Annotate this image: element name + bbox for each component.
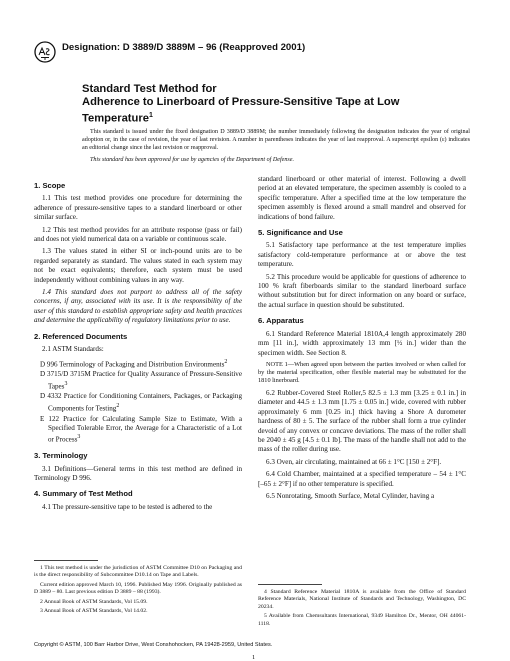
section-1-heading: 1. Scope [34, 181, 66, 190]
title-block [82, 83, 462, 126]
footnote-3: 3 Annual Book of ASTM Standards, Vol 14.02. [40, 608, 148, 615]
para-2-1: 2.1 ASTM Standards: [42, 345, 104, 354]
footnote-rule-right [258, 584, 322, 585]
para-5-1: 5.1 Satisfactory tape performance at the test temperature implies satisfactory cold-temperature performance at or above the test temperature. [258, 241, 466, 269]
section-6-heading: 6. Apparatus [258, 316, 304, 326]
para-1-2: 1.2 This test method provides for an attribute response (pass or fail) and does not yield numerical data on a variable or continuous scale. [34, 225, 242, 244]
footnote-4: 4 Standard Reference Material 1810A is available from the Office of Standard Reference Materials, National Institute of Standards and Technology, Washington, DC 20234. [258, 589, 466, 610]
para-3-1: 3.1 Definitions—General terms in this test method are defined in Terminology D 996. [34, 464, 242, 482]
copyright-line: Copyright © ASTM, 100 Barr Harbor Drive, West Conshohocken, PA 19428-2959, United States. [34, 642, 273, 648]
approval-note: This standard has been approved for use by agencies of the Department of Defense. [90, 157, 294, 163]
para-4-1-continued: standard linerboard or other material of interest. Following a dwell period at an elevated temperature, the specimen assembly is cooled to a specific temperature. After a specified time at the low temperature the specimen assembly is flexed around a small mandrel and observed for indications of bond failure. [258, 175, 466, 221]
astm-logo [34, 41, 56, 63]
designation: Designation: D 3889/D 3889M – 96 (Reapproved 2001) [62, 42, 306, 53]
section-5-heading: 5. Significance and Use [258, 228, 343, 238]
left-column [34, 175, 242, 515]
para-1-4: 1.4 This standard does not purport to address all of the safety concerns, if any, associated with its use. It is the responsibility of the user of this standard to establish appropriate safety and health practices and determine the applicability of regulatory limitations prior to use. [34, 288, 242, 325]
section-2-heading: 2. Referenced Documents [34, 331, 128, 341]
reference-d4332: D 4332 Practice for Conditioning Containers, Packages, or Packaging Components for Testing$^2$ [40, 392, 242, 413]
para-4-1: 4.1 The pressure-sensitive tape to be tested is adhered to the [42, 502, 213, 511]
para-1-3: 1.3 The values stated in either SI or inch-pound units are to be regarded separately as standard. The values stated in each system may not be exact equivalents; therefore, each system must be used independently without combining values in any way. [34, 247, 242, 284]
section-4-heading: 4. Summary of Test Method [34, 489, 133, 499]
footnotes-right [258, 584, 466, 630]
reference-e122: E 122 Practice for Calculating Sample Size to Estimate, With a Specified Tolerable Error, the Average for a Characteristic of a Lot or Process$^3$ [40, 414, 242, 444]
note-1: NOTE 1—When agreed upon between the parties involved or when called for by the material specification, other flexible material may be substituted for the 1810 linerboard. [258, 360, 466, 384]
reference-d996: D 996 Terminology of Packaging and Distribution Environments$^2$ [40, 358, 228, 368]
footnote-1-edition: Current edition approved March 10, 1996. Published May 1996. Originally published as D 3889 – 80. Last previous edition D 3889 – 88 (1993). [34, 581, 242, 596]
footnote-2: 2 Annual Book of ASTM Standards, Vol 15.09. [40, 598, 148, 605]
para-6-1: 6.1 Standard Reference Material 1810A,4 length approximately 280 mm [11 in.], width approximately 13 mm [½ in.] wider than the specimen width. See Section 8. [258, 329, 466, 357]
para-6-5: 6.5 Nonrotating, Smooth Surface, Metal Cylinder, having a [266, 491, 435, 500]
footnote-1: 1 This test method is under the jurisdiction of ASTM Committee D10 on Packaging and is the direct responsibility of Subcommittee D10.14 on Tape and Labels. [34, 565, 242, 579]
issuance-notes [82, 128, 470, 168]
footnotes-left [34, 560, 242, 617]
right-column [258, 175, 466, 504]
footnote-5: 5 Available from Chemsultants International, 9349 Hamilton Dr., Mentor, OH 44061-1118. [258, 613, 466, 627]
title-line-2: Adherence to Linerboard of Pressure-Sensitive Tape at Low Temperature$^1$ [82, 96, 400, 125]
footnote-rule [34, 560, 98, 561]
issuance-note: This standard is issued under the fixed designation D 3889/D 3889M; the number immediately following the designation indicates the year of original adoption or, in the case of revision, the year of last revision. A number in parentheses indicates the year of last reapproval. A superscript epsilon (ε) indicates an editorial change since the last revision or reapproval. [82, 129, 470, 151]
para-6-2: 6.2 Rubber-Covered Steel Roller,5 82.5 ± 1.3 mm [3.25 ± 0.1 in.] in diameter and 44.5 ± 1.3 mm [1.75 ± 0.05 in.] wide, covered with rubber approximately 6 mm [0.25 in.] thick having a Shore A durometer hardness of 80 ± 5. The surface of the rubber shall form a true cylinder devoid of any convex or concave deviations. The mass of the roller shall be 2040 ± 45 g [4.5 ± 0.1 lb]. The mass of the handle shall not add to the mass of the roller during use. [258, 388, 466, 454]
section-3-heading: 3. Terminology [34, 451, 88, 461]
para-6-3: 6.3 Oven, air circulating, maintained at 66 ± 1°C [150 ± 2°F]. [266, 457, 442, 466]
para-1-1: 1.1 This test method provides one procedure for determining the adherence of pressure-sensitive tapes to a standard linerboard or other similar surface. [34, 194, 242, 222]
para-6-4: 6.4 Cold Chamber, maintained at a specified temperature – 54 ± 1°C [–65 ± 2°F] if no other temperature is specified. [258, 470, 466, 488]
title-line-1: Standard Test Method for [82, 83, 217, 95]
page-number: 1 [252, 654, 256, 661]
para-5-2: 5.2 This procedure would be applicable for questions of adherence to 100 % kraft fiberboards similar to the standard linerboard surface without substitution but for direct information on any board or surface, the actual surface in question should be substituted. [258, 272, 466, 309]
reference-d3715: D 3715/D 3715M Practice for Quality Assurance of Pressure-Sensitive Tapes$^3$ [40, 370, 242, 391]
